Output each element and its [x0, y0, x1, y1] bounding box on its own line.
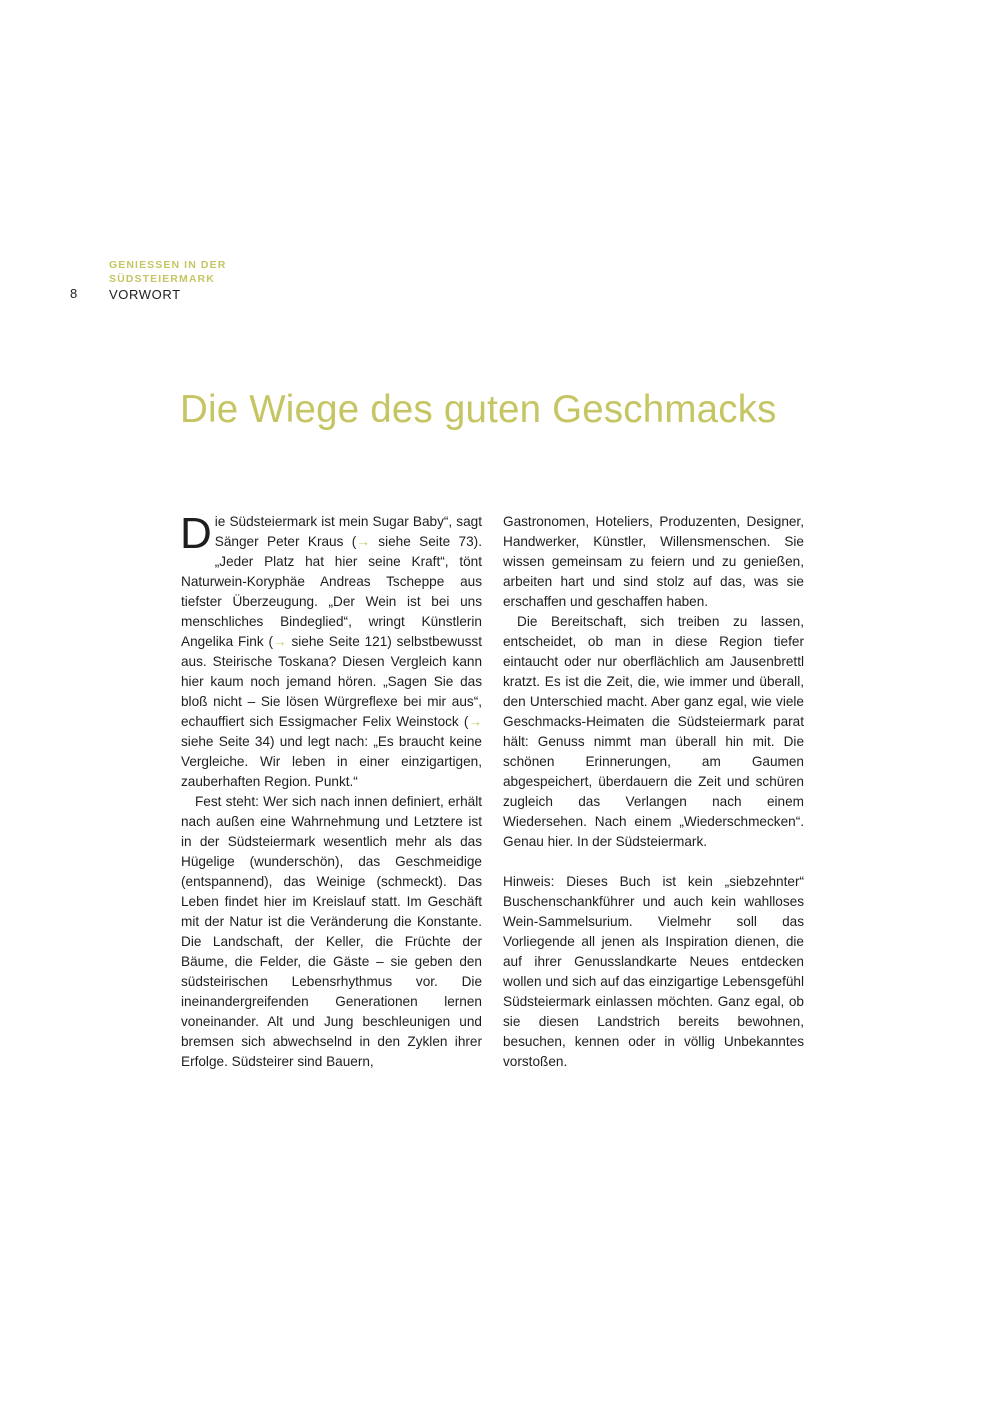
arrow-right-icon: → [468, 714, 482, 729]
paragraph-fest-steht: Fest steht: Wer sich nach innen definiert, erhält nach außen eine Wahrnehmung und Letztere ist in der Südsteiermark wesentlich mehr als das Hügelige (wunderschön), das Geschmeidige (entspannend), das Weinige (schmeckt). Das Leben findet hier im Kreislauf statt. Im Geschäft mit der Natur ist die Veränderung die Konstante. Die Landschaft, der Keller, die Früchte der Bäume, die Felder, die Gäste – sie geben den südsteirischen Lebensrhythmus vor. Die ineinandergreifenden Generationen lernen voneinander. Alt und Jung beschleunigen und bremsen sich abwechselnd in den Zyklen ihrer Erfolge. Südsteirer sind Bauern, [181, 794, 482, 1069]
drop-cap: D [180, 509, 212, 558]
page-number: 8 [70, 286, 78, 301]
text-column-right [503, 512, 804, 1072]
arrow-right-icon: → [273, 634, 287, 649]
paragraph-intro-part2: siehe Seite 73). „Jeder Platz hat hier seine Kraft“, tönt Naturwein-Koryphäe Andreas Tscheppe aus tiefster Überzeugung. „Der Wein ist bei uns menschliches Bindeglied“, wringt Künstlerin Angelika Fink ( [181, 534, 482, 649]
running-head [109, 258, 226, 302]
section-label: VORWORT [109, 287, 181, 302]
text-column-left [180, 509, 483, 1072]
paragraph-intro-part4: siehe Seite 34) und legt nach: „Es braucht keine Vergleiche. Wir leben in einer einzigartigen, zauberhaften Region. Punkt.“ [181, 734, 482, 789]
paragraph-hinweis: Hinweis: Dieses Buch ist kein „siebzehnter“ Buschenschankführer und auch kein wahlloses Wein-Sammelsurium. Vielmehr soll das Vorliegende all jenen als Inspiration dienen, die auf ihrer Genusslandkarte Neues entdecken wollen und sich auf das einzigartige Lebensgefühl Südsteiermark einlassen möchten. Ganz egal, ob sie diesen Landstrich bereits bewohnen, besuchen, kennen oder in völlig Unbekanntes vorstoßen. [503, 874, 804, 1069]
chapter-kicker-line2: SÜDSTEIERMARK [109, 273, 215, 285]
page-title: Die Wiege des guten Geschmacks [180, 388, 777, 431]
paragraph-bereitschaft: Die Bereitschaft, sich treiben zu lassen, entscheidet, ob man in diese Region tiefer eintaucht oder nur oberflächlich am Jausenbrettl kratzt. Es ist die Zeit, die, wie immer und überall, den Unterschied macht. Aber ganz egal, wie viele Geschmacks-Heimaten die Südsteiermark parat hält: Genuss nimmt man überall hin mit. Die schönen Erinnerungen, am Gaumen abgespeichert, überdauern die Zeit und schüren zugleich das Verlangen nach einem Wiedersehen. Nach einem „Wiederschmecken“. Genau hier. In der Südsteiermark. [503, 614, 804, 849]
paragraph-intro-part1: ie Südsteiermark ist mein Sugar Baby“, sagt Sänger Peter Kraus ( [214, 514, 482, 549]
paragraph-intro [180, 509, 483, 792]
chapter-kicker-line1: GENIESSEN IN DER [109, 259, 227, 271]
paragraph-continuation: Gastronomen, Hoteliers, Produzenten, Designer, Handwerker, Künstler, Willensmenschen. Sie wissen gemeinsam zu feiern und zu genießen, arbeiten hart und sind stolz auf das, was sie erschaffen und geschaffen haben. [503, 514, 804, 609]
paragraph-intro-part3: siehe Seite 121) selbstbewusst aus. Steirische Toskana? Diesen Vergleich kann hier kaum noch jemand hören. „Sagen Sie das bloß nicht – Sie lösen Würgreflexe bei mir aus“, echauffiert sich Essigmacher Felix Weinstock ( [181, 634, 483, 729]
arrow-right-icon: → [356, 534, 370, 549]
